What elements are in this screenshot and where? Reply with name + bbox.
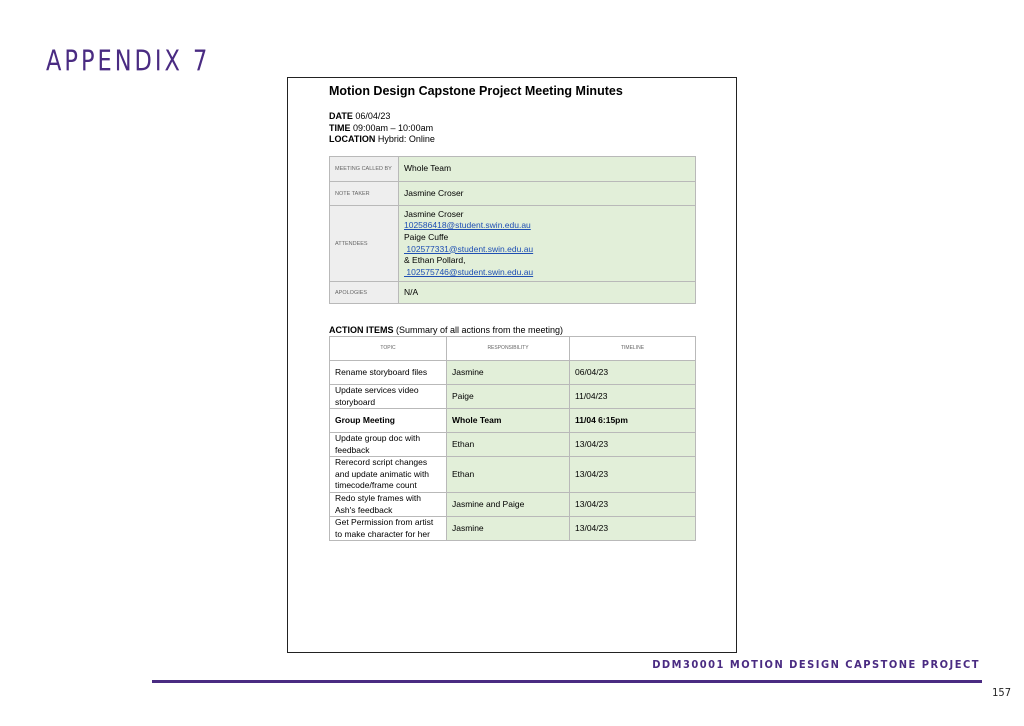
timeline-cell: 13/04/23 bbox=[570, 517, 696, 541]
date-value: 06/04/23 bbox=[355, 111, 391, 121]
action-items-label: ACTION ITEMS bbox=[329, 325, 394, 335]
timeline-cell: 11/04 6:15pm bbox=[570, 409, 696, 433]
meeting-minutes-document bbox=[287, 77, 737, 653]
document-heading: Motion Design Capstone Project Meeting Minutes bbox=[329, 84, 623, 98]
apologies-label: APOLOGIES bbox=[330, 282, 399, 304]
timeline-cell: 13/04/23 bbox=[570, 457, 696, 493]
location-label: LOCATION bbox=[329, 134, 376, 144]
responsibility-cell: Ethan bbox=[447, 433, 570, 457]
topic-cell: Rerecord script changes and update animatic with timecode/frame count bbox=[330, 457, 447, 493]
action-items-table bbox=[329, 336, 696, 541]
attendees-value bbox=[399, 206, 696, 282]
course-title: DDM30001 MOTION DESIGN CAPSTONE PROJECT bbox=[652, 658, 980, 671]
appendix-title: APPENDIX 7 bbox=[46, 44, 211, 78]
topic-cell: Redo style frames with Ash's feedback bbox=[330, 493, 447, 517]
responsibility-header: RESPONSIBILITY bbox=[447, 337, 570, 361]
table-row bbox=[330, 517, 696, 541]
table-row bbox=[330, 385, 696, 409]
table-row bbox=[330, 433, 696, 457]
note-taker-value: Jasmine Croser bbox=[399, 182, 696, 206]
time-line bbox=[329, 123, 433, 135]
topic-cell: Update services video storyboard bbox=[330, 385, 447, 409]
note-taker-label: NOTE TAKER bbox=[330, 182, 399, 206]
table-row bbox=[330, 493, 696, 517]
action-items-note: (Summary of all actions from the meeting) bbox=[393, 325, 564, 335]
table-row bbox=[330, 409, 696, 433]
topic-header: TOPIC bbox=[330, 337, 447, 361]
called-by-label: MEETING CALLED BY bbox=[330, 157, 399, 182]
apologies-value: N/A bbox=[399, 282, 696, 304]
date-label: DATE bbox=[329, 111, 353, 121]
location-line bbox=[329, 134, 435, 146]
table-row bbox=[330, 361, 696, 385]
topic-cell: Group Meeting bbox=[330, 409, 447, 433]
apologies-row bbox=[330, 282, 696, 304]
note-taker-row bbox=[330, 182, 696, 206]
attendee-email-link[interactable]: 102577331@student.swin.edu.au bbox=[404, 243, 534, 254]
meeting-info-table bbox=[329, 156, 696, 304]
timeline-cell: 13/04/23 bbox=[570, 433, 696, 457]
timeline-cell: 06/04/23 bbox=[570, 361, 696, 385]
attendee-email-link[interactable]: 102575746@student.swin.edu.au bbox=[404, 266, 534, 277]
date-line bbox=[329, 111, 390, 123]
page-number: 157 bbox=[992, 686, 1011, 699]
attendees-row bbox=[330, 206, 696, 282]
table-row bbox=[330, 457, 696, 493]
responsibility-cell: Ethan bbox=[447, 457, 570, 493]
attendee-line: Jasmine Croser bbox=[404, 208, 464, 219]
topic-cell: Get Permission from artist to make character for her bbox=[330, 517, 447, 541]
responsibility-cell: Paige bbox=[447, 385, 570, 409]
timeline-header: TIMELINE bbox=[570, 337, 696, 361]
timeline-cell: 11/04/23 bbox=[570, 385, 696, 409]
timeline-cell: 13/04/23 bbox=[570, 493, 696, 517]
location-value: Hybrid: Online bbox=[377, 134, 435, 144]
action-items-heading bbox=[329, 325, 563, 335]
called-by-value: Whole Team bbox=[399, 157, 696, 182]
attendees-label: ATTENDEES bbox=[330, 206, 399, 282]
attendee-email-link[interactable]: 102586418@student.swin.edu.au bbox=[404, 220, 531, 231]
responsibility-cell: Whole Team bbox=[447, 409, 570, 433]
action-table-header bbox=[330, 337, 696, 361]
topic-cell: Rename storyboard files bbox=[330, 361, 447, 385]
time-value: 09:00am – 10:00am bbox=[353, 122, 434, 133]
footer-divider bbox=[152, 680, 982, 683]
responsibility-cell: Jasmine and Paige bbox=[447, 493, 570, 517]
responsibility-cell: Jasmine bbox=[447, 517, 570, 541]
attendee-line: Paige Cuffe bbox=[404, 231, 449, 242]
topic-cell: Update group doc with feedback bbox=[330, 433, 447, 457]
responsibility-cell: Jasmine bbox=[447, 361, 570, 385]
attendee-line: & Ethan Pollard, bbox=[404, 255, 466, 266]
called-by-row bbox=[330, 157, 696, 182]
time-label: TIME bbox=[329, 122, 351, 133]
